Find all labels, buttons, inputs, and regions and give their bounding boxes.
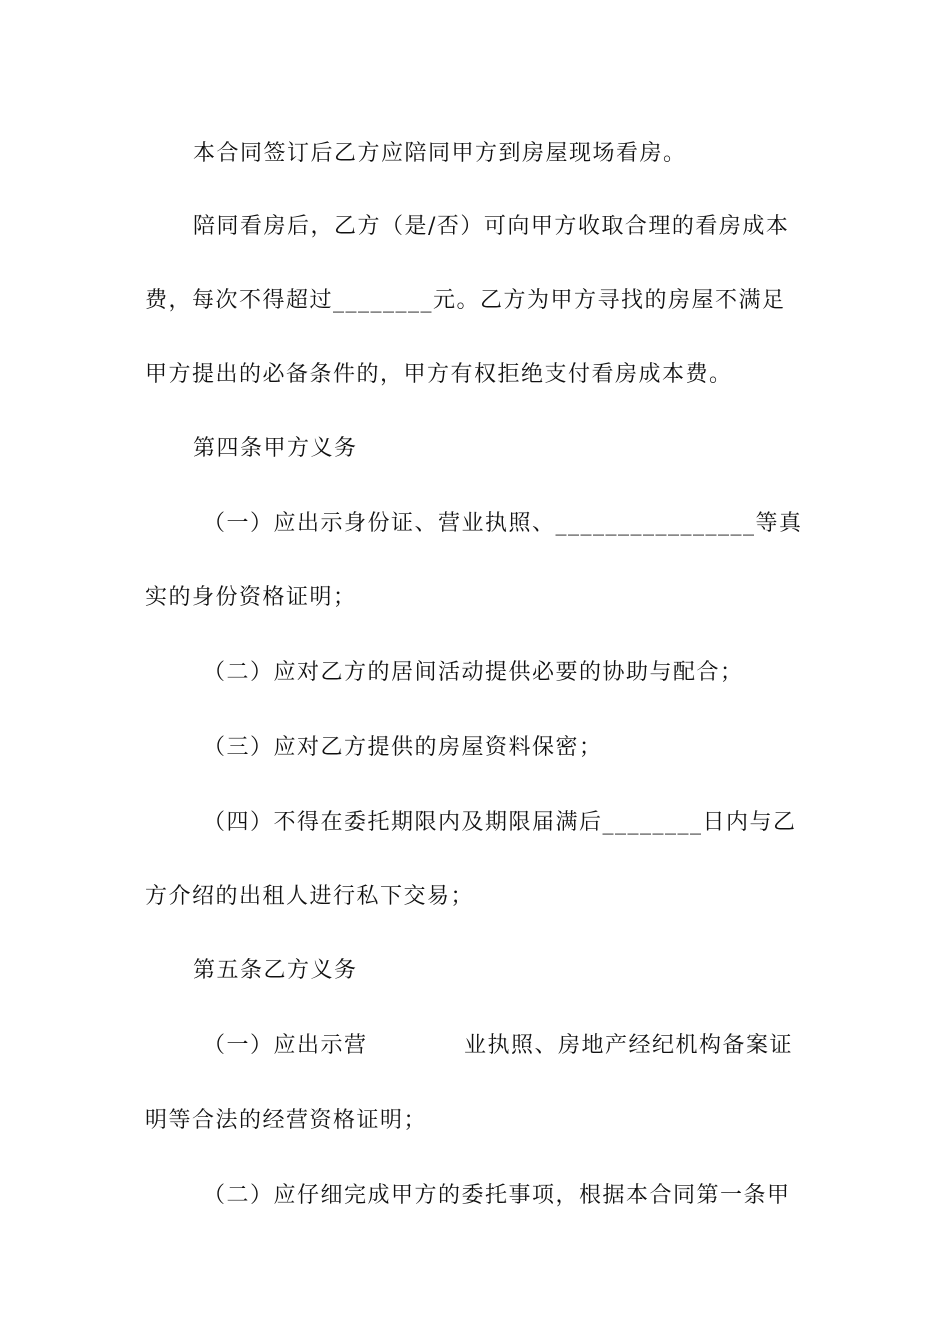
section-heading: 第四条甲方义务 <box>193 436 358 461</box>
paragraph-line-continuation: 业执照、房地产经纪机构备案证 <box>464 1033 794 1058</box>
paragraph-line: 费，每次不得超过________元。乙方为甲方寻找的房屋不满足 <box>145 288 786 313</box>
paragraph-line-start: （一）应出示营 <box>203 1033 368 1058</box>
paragraph-line: （二）应仔细完成甲方的委托事项，根据本合同第一条甲 <box>203 1183 791 1208</box>
paragraph-line: （三）应对乙方提供的房屋资料保密； <box>203 735 603 760</box>
paragraph-line: （二）应对乙方的居间活动提供必要的协助与配合； <box>203 660 744 685</box>
paragraph-line: 陪同看房后，乙方（是/否）可向甲方收取合理的看房成本 <box>193 214 790 239</box>
paragraph-line: 本合同签订后乙方应陪同甲方到房屋现场看房。 <box>193 141 687 166</box>
paragraph-line: （四）不得在委托期限内及期限届满后________日内与乙 <box>203 810 797 835</box>
paragraph-line: 方介绍的出租人进行私下交易； <box>145 884 475 909</box>
paragraph-line: 甲方提出的必备条件的，甲方有权拒绝支付看房成本费。 <box>145 362 733 387</box>
section-heading: 第五条乙方义务 <box>193 958 358 983</box>
paragraph-line: 明等合法的经营资格证明； <box>145 1108 428 1133</box>
paragraph-line: 实的身份资格证明； <box>145 585 357 610</box>
paragraph-line: （一）应出示身份证、营业执照、________________等真 <box>203 511 803 536</box>
